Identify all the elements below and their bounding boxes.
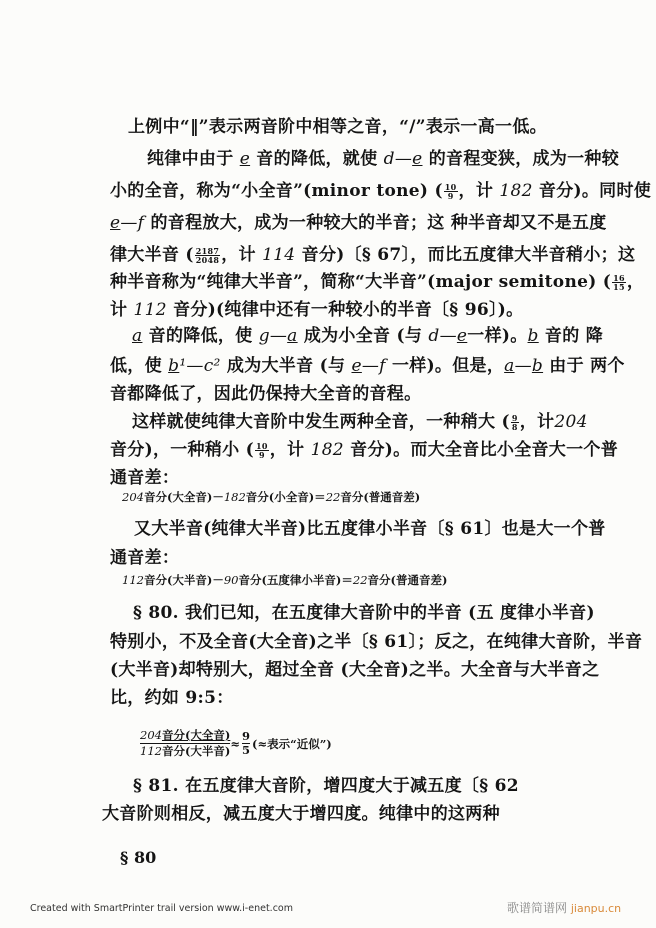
text: 音分(大全音)－ xyxy=(143,490,224,504)
numerator: 9 xyxy=(511,413,518,423)
text-line xyxy=(110,688,234,708)
text: 音分)(纯律中还有一种较小的半音〔§ 96〕)。 xyxy=(166,300,524,320)
text-line xyxy=(132,412,588,432)
text: 音都降低了，因此仍保持大全音的音程。 xyxy=(110,384,422,404)
denominator: 2048 xyxy=(195,255,220,265)
text: 大音阶则相反，减五度大于增四度。纯律中的这两种 xyxy=(102,804,500,824)
text: ，计 xyxy=(269,440,311,460)
section-80-line xyxy=(133,603,595,623)
approx-symbol: ≈ xyxy=(230,736,240,751)
text-line xyxy=(110,468,179,488)
denominator: 9 xyxy=(447,191,454,201)
note-name: e xyxy=(456,326,468,346)
denominator: 5 xyxy=(241,743,250,757)
ratio xyxy=(242,730,250,757)
text: 计 xyxy=(110,300,134,320)
numerator xyxy=(140,728,230,744)
text-line xyxy=(110,356,625,376)
note-name: a xyxy=(287,326,298,346)
text: 一样)。但是， xyxy=(385,356,505,376)
text-line xyxy=(110,384,421,404)
number: 182 xyxy=(310,440,344,460)
note-name: —f xyxy=(120,213,145,233)
text: 一样)。 xyxy=(467,326,528,346)
text: 特别小，不及全音(大全音)之半〔§ 61〕；反之，在纯律大音阶，半音 xyxy=(110,632,643,652)
text: 音分(大半音) xyxy=(161,744,231,758)
text: 音分(大全音) xyxy=(161,728,231,742)
text-line xyxy=(110,660,599,680)
number: 112 xyxy=(133,300,167,320)
equation xyxy=(122,490,420,504)
site-logo xyxy=(507,899,621,916)
number: 182 xyxy=(499,181,533,201)
numerator: 2187 xyxy=(195,246,220,256)
text-line xyxy=(128,117,547,137)
text: 又大半音(纯律大半音)比五度律小半音〔§ 61〕也是大一个普 xyxy=(134,519,606,539)
text: 音的 降 xyxy=(538,326,604,346)
text: 成为大半音 (与 xyxy=(220,356,352,376)
note: (≈表示“近似”) xyxy=(252,736,332,751)
note-name: b xyxy=(531,356,544,376)
text-line xyxy=(132,326,603,346)
note-name: a xyxy=(504,356,515,376)
number: 182 xyxy=(223,490,246,504)
page-number: § 80 xyxy=(120,848,157,867)
text-line xyxy=(110,548,179,568)
text: 音分)。同时使 xyxy=(532,181,652,201)
text: 通音差： xyxy=(110,468,180,488)
note-name: a xyxy=(132,326,143,346)
fraction xyxy=(511,414,519,431)
note-name: d— xyxy=(383,149,413,169)
text: 音的降低，就使 xyxy=(250,149,384,169)
text: 音分(普通音差) xyxy=(367,573,448,587)
text-line xyxy=(110,181,651,201)
note-name: b xyxy=(168,356,180,376)
text: 音分)，一种稍小 ( xyxy=(110,440,255,460)
text: 纯律中由于 xyxy=(147,149,240,169)
fraction xyxy=(612,274,626,291)
text-line xyxy=(134,519,606,539)
denominator: 15 xyxy=(613,282,625,292)
text: 成为小全音 (与 xyxy=(297,326,429,346)
text-line xyxy=(110,213,607,233)
text: § 81. 在五度律大音阶，增四度大于减五度〔§ 62 xyxy=(133,776,519,796)
text: ，计 xyxy=(519,412,555,432)
text: 音分(普通音差) xyxy=(340,490,421,504)
text: 的音程放大，成为一种较大的半音；这 种半音却又不是五度 xyxy=(144,213,607,233)
numerator: 10 xyxy=(444,182,457,192)
number: 90 xyxy=(223,573,239,587)
text: 这样就使纯律大音阶中发生两种全音，一种稍大 ( xyxy=(132,412,510,432)
note-name: ¹—c² xyxy=(179,356,221,376)
text: 的音程变狭，成为一种较 xyxy=(422,149,620,169)
text-line xyxy=(110,245,635,265)
denominator: 9 xyxy=(258,450,265,460)
denominator: 8 xyxy=(511,422,518,432)
text-line xyxy=(102,804,500,824)
number: 22 xyxy=(325,490,341,504)
number: 112 xyxy=(122,573,144,587)
number: 204 xyxy=(122,490,144,504)
fraction xyxy=(255,442,269,459)
text: 通音差： xyxy=(110,548,180,568)
text: ，计 xyxy=(221,245,263,265)
note-name: g— xyxy=(258,326,288,346)
denominator xyxy=(140,744,230,759)
site-name: 歌谱简谱网 xyxy=(507,901,568,915)
site-domain: jianpu.cn xyxy=(570,902,622,915)
text-line xyxy=(110,300,523,320)
number: 22 xyxy=(352,573,368,587)
number: 114 xyxy=(262,245,296,265)
note-name: e xyxy=(239,149,251,169)
note-name: e xyxy=(110,213,121,233)
note-name: b xyxy=(527,326,539,346)
number: 204 xyxy=(554,412,588,432)
text: 音的降低，使 xyxy=(142,326,259,346)
text: ，计 xyxy=(458,181,500,201)
text: 比，约如 9:5： xyxy=(110,688,234,708)
note-name: d— xyxy=(428,326,457,346)
text: 由于 两个 xyxy=(543,356,625,376)
text: 上例中“‖”表示两音阶中相等之音，“/”表示一高一低。 xyxy=(128,117,547,137)
fraction xyxy=(140,728,230,759)
note-name: e xyxy=(412,149,423,169)
text: 音分)。而大全音比小全音大一个普 xyxy=(343,440,618,460)
text: 音分(小全音)＝ xyxy=(245,490,326,504)
numerator: 10 xyxy=(256,441,268,451)
text: § 80. 我们已知，在五度律大音阶中的半音 (五 度律小半音) xyxy=(133,603,595,623)
fraction xyxy=(195,247,220,264)
text: (大半音)却特别大，超过全音 (大全音)之半。大全音与大半音之 xyxy=(110,660,600,680)
text-line xyxy=(110,632,642,652)
note-name: —f xyxy=(361,356,386,376)
text: 音分(大半音)－ xyxy=(143,573,224,587)
text-line xyxy=(110,440,618,460)
note-name: — xyxy=(514,356,532,376)
numerator: 9 xyxy=(241,729,250,743)
equation xyxy=(122,573,447,587)
text: 音分)〔§ 67〕，而比五度律大半音稍小；这 xyxy=(295,245,636,265)
text: 低，使 xyxy=(110,356,169,376)
number: 204 xyxy=(140,728,162,742)
text-line xyxy=(110,272,644,292)
fraction xyxy=(444,183,458,200)
text: 律大半音 ( xyxy=(110,245,194,265)
text-line xyxy=(147,149,619,169)
ratio-formula xyxy=(140,728,332,759)
numerator: 16 xyxy=(613,273,625,283)
number: 112 xyxy=(140,744,162,758)
text: 音分(五度律小半音)＝ xyxy=(238,573,353,587)
note-name: e xyxy=(351,356,362,376)
text: 小的全音，称为“小全音”(minor tone) ( xyxy=(110,181,443,201)
section-81-line xyxy=(133,776,519,796)
text: ， xyxy=(626,272,645,292)
text: 种半音称为“纯律大半音”，简称“大半音”(major semitone) ( xyxy=(110,272,612,292)
watermark-text: Created with SmartPrinter trail version www.i-enet.com xyxy=(30,903,293,914)
